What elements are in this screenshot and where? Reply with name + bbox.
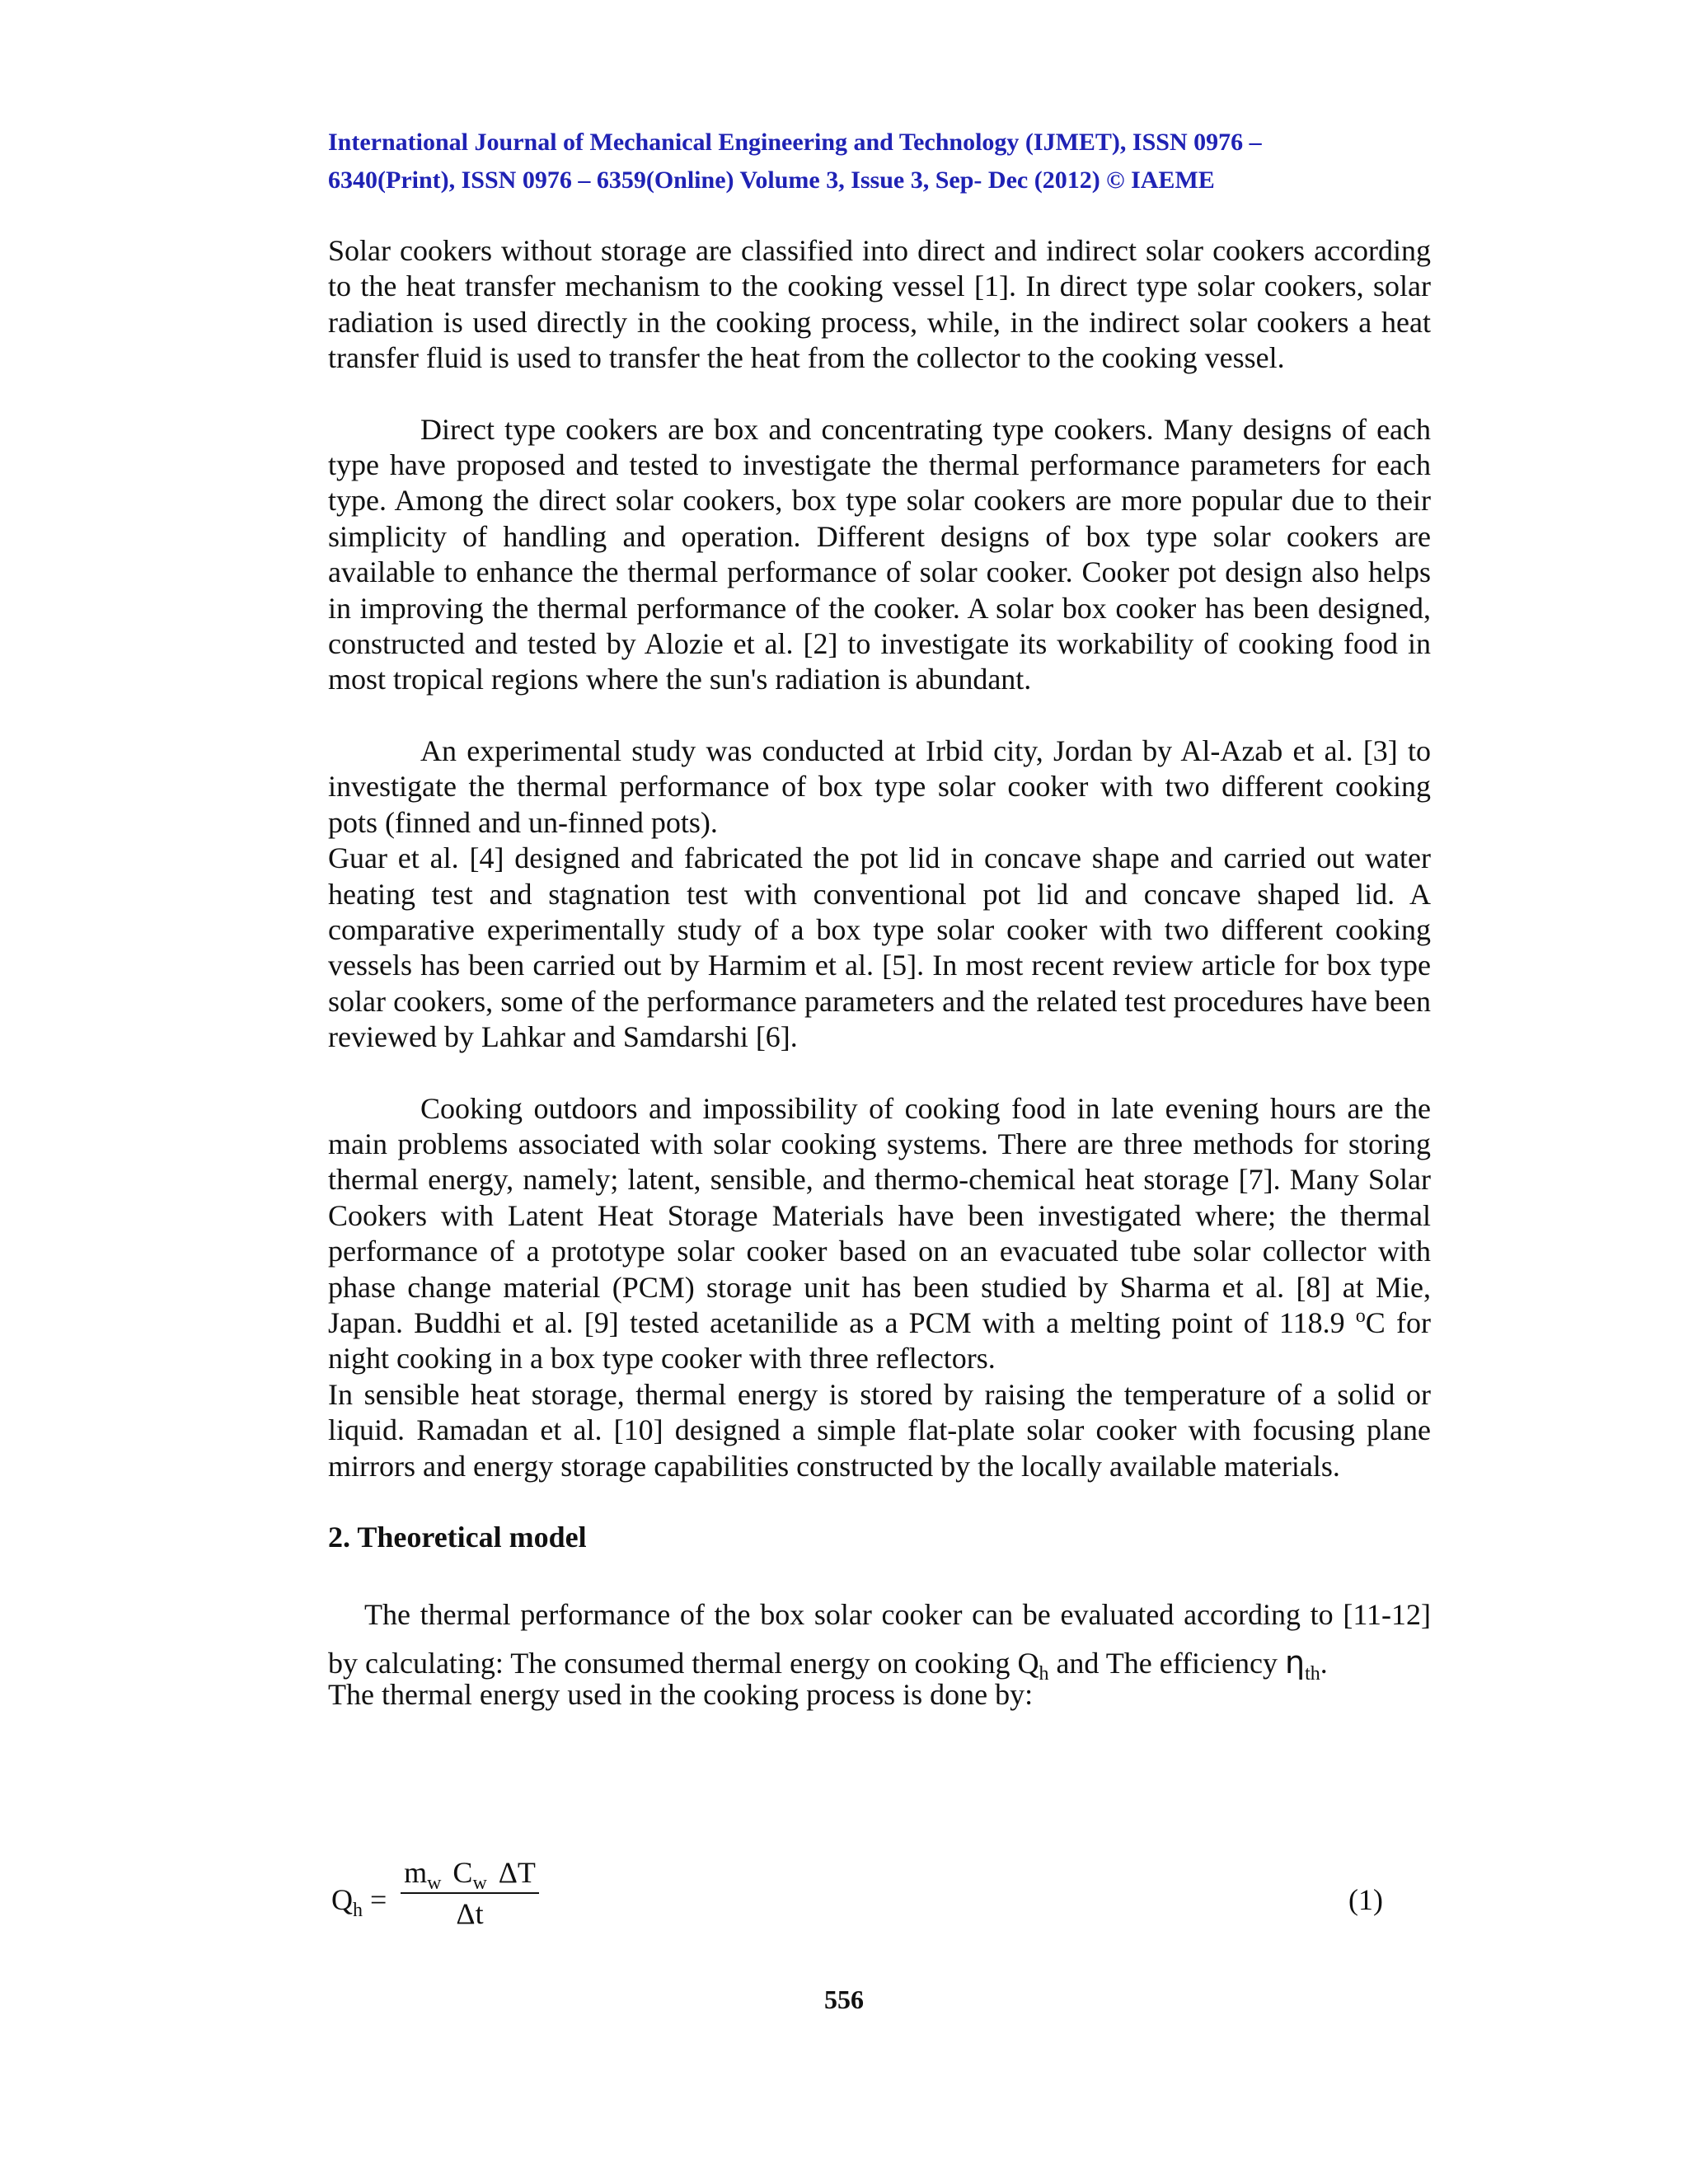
equation-numerator [401,1854,539,1895]
fraction-bar [401,1892,539,1894]
section-title: Theoretical model [357,1521,587,1554]
journal-header-line-2: 6340(Print), ISSN 0976 – 6359(Online) Volume 3, Issue 3, Sep- Dec (2012) © IAEME [328,166,1215,194]
paragraph-solar-cooker-classification: Solar cookers without storage are classified into direct and indirect solar cookers according to the heat transfer mechanism to the cooking vessel [1]. In direct type solar cookers, solar radiation is used directly in the cooking process, while, in the indirect solar cookers a heat transfer fluid is used to transfer the heat from the collector to the cooking vessel. [328,234,1431,375]
article-body [328,233,1431,1713]
equation-mass-subscript: w [427,1872,442,1895]
journal-header-line-1: International Journal of Mechanical Engineering and Technology (IJMET), ISSN 0976 – [328,129,1262,156]
subscript-h: h [1039,1663,1049,1685]
paragraph-heat-storage-text-b: C for night cooking in a box type cooker with three reflectors. [328,1305,1431,1376]
equation-fraction [401,1854,539,1930]
equation-heat-capacity-symbol: C [452,1856,473,1889]
paragraph-irbid-study: An experimental study was conducted at Irbid city, Jordan by Al-Azab et al. [3] to investigate the thermal performance of box type solar cooker with two different cooking pots (finned and un-finned pots). [328,733,1431,839]
section-number: 2. [328,1521,350,1554]
equation-lhs-subscript: h [353,1900,363,1922]
paragraph-sensible-heat-storage: In sensible heat storage, thermal energy is stored by raising the temperature of a solid or liquid. Ramadan et al. [10] designed a simple flat-plate solar cooker with focusing plane mirrors and energy storage capabilities constructed by the locally available materials. [328,1377,1431,1483]
equation-heat-capacity-subscript: w [472,1872,487,1895]
paragraph-model-text-b: and The efficiency [1048,1647,1285,1680]
equation-lhs-symbol: Q [331,1883,353,1916]
equation-mass-symbol: m [404,1856,428,1889]
subscript-th: th [1305,1663,1320,1685]
equation-1 [328,1854,1383,1945]
paragraph-direct-type-cookers: Direct type cookers are box and concentrating type cookers. Many designs of each type have proposed and tested to investigate the thermal performance parameters for each type. Among the direct solar cookers, box type solar cookers are more popular due to their simplicity of handling and operation. Different designs of box type solar cookers are available to enhance the thermal performance of solar cooker. Cooker pot design also helps in improving the thermal performance of the cooker. A solar box cooker has been designed, constructed and tested by Alozie et al. [2] to investigate its workability of cooking food in most tropical regions where the sun's radiation is abundant. [328,412,1431,696]
paragraph-thermal-energy-intro: The thermal energy used in the cooking process is done by: [328,1678,1034,1712]
paragraph-pot-lid-study: Guar et al. [4] designed and fabricated the pot lid in concave shape and carried out water heating test and stagnation test with conventional pot lid and concave shaped lid. A comparative experimentally study of a box type solar cooker with two different cooking vessels has been carried out by Harmim et al. [5]. In most recent review article for box type solar cookers, some of the performance parameters and the related test procedures have been reviewed by Lahkar and Samdarshi [6]. [328,841,1431,1054]
equation-lhs [331,1882,387,1922]
paragraph-heat-storage [328,1091,1431,1377]
equation-equals: = [370,1883,387,1916]
section-heading [328,1520,1431,1555]
degree-superscript: o [1355,1305,1366,1327]
paragraph-model-text-a: The thermal performance of the box solar cooker can be evaluated according to [11-12] by calculating: The consumed thermal energy on cooking Q [328,1598,1431,1680]
paragraph-model-text-c: . [1320,1647,1328,1680]
eta-symbol: η [1284,1644,1306,1681]
paragraph-theoretical-model [328,1591,1431,1687]
equation-denominator: Δt [456,1897,484,1930]
equation-number: (1) [1348,1883,1383,1916]
page-number: 556 [824,1985,864,2014]
paragraph-heat-storage-text-a: Cooking outdoors and impossibility of cooking food in late evening hours are the main problems associated with solar cooking systems. There are three methods for storing thermal energy, namely; latent, sensible, and thermo-chemical heat storage [7]. Many Solar Cookers with Latent Heat Storage Materials have been investigated where; the thermal performance of a prototype solar cooker based on an evacuated tube solar collector with phase change material (PCM) storage unit has been studied by Sharma et al. [8] at Mie, Japan. Buddhi et al. [9] tested acetanilide as a PCM with a melting point of 118.9 [328,1091,1431,1339]
journal-header [328,124,1432,199]
equation-delta-temperature: ΔT [498,1856,536,1889]
